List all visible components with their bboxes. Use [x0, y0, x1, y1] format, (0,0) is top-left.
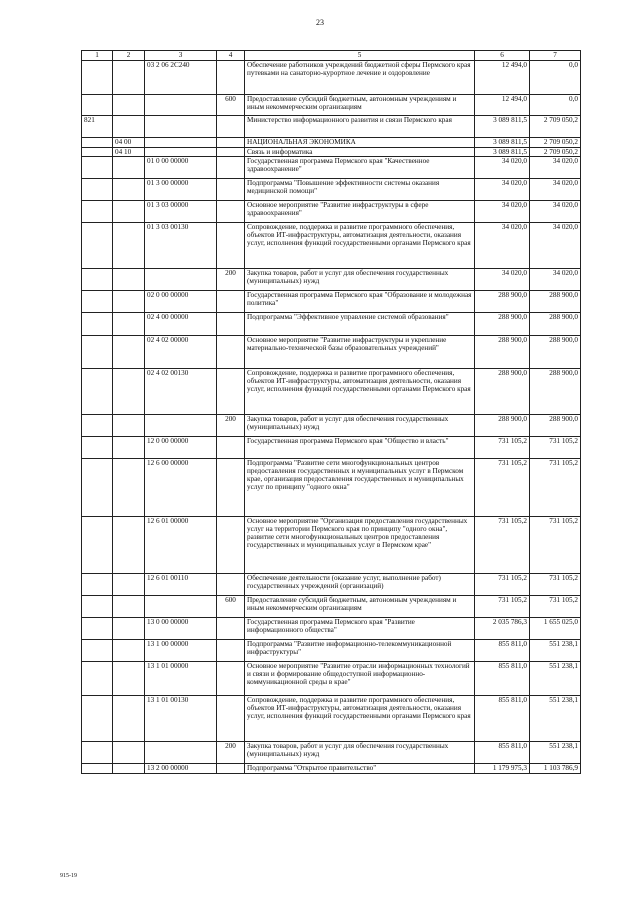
description-cell: Подпрограмма "Эффективное управление системой образования"	[245, 313, 475, 336]
expense-type-cell: 200	[217, 415, 245, 437]
target-article-cell: 12 0 00 00000	[145, 437, 217, 459]
chapter-code-cell	[82, 517, 113, 574]
section-code-cell	[113, 369, 145, 415]
amount-year1-cell: 855 811,0	[475, 640, 530, 662]
section-code-cell	[113, 179, 145, 201]
expense-type-cell: 200	[217, 742, 245, 764]
target-article-cell: 13 2 00 00000	[145, 764, 217, 774]
amount-year1-cell: 288 900,0	[475, 369, 530, 415]
expense-type-cell	[217, 437, 245, 459]
description-cell: Подпрограмма "Развитие информационно-телекоммуникационной инфраструктуры"	[245, 640, 475, 662]
target-article-cell: 13 1 00 00000	[145, 640, 217, 662]
chapter-code-cell	[82, 640, 113, 662]
table-row	[82, 179, 581, 201]
amount-year1-cell: 3 089 811,5	[475, 116, 530, 138]
table-row	[82, 764, 581, 774]
description-cell: Основное мероприятие "Развитие инфраструктуры в сфере здравоохранения"	[245, 201, 475, 223]
amount-year1-cell: 3 089 811,5	[475, 148, 530, 157]
chapter-code-cell	[82, 179, 113, 201]
page-number: 23	[316, 18, 324, 27]
section-code-cell	[113, 640, 145, 662]
expense-type-cell	[217, 369, 245, 415]
amount-year1-cell: 855 811,0	[475, 742, 530, 764]
description-cell: Связь и информатика	[245, 148, 475, 157]
header-cell: 2	[113, 51, 145, 61]
description-cell: Закупка товаров, работ и услуг для обеспечения государственных (муниципальных) нужд	[245, 269, 475, 291]
section-code-cell	[113, 201, 145, 223]
amount-year1-cell: 288 900,0	[475, 291, 530, 313]
expense-type-cell	[217, 223, 245, 269]
table-row	[82, 574, 581, 596]
section-code-cell	[113, 223, 145, 269]
expense-type-cell	[217, 574, 245, 596]
target-article-cell: 12 6 00 00000	[145, 459, 217, 517]
section-code-cell	[113, 95, 145, 116]
target-article-cell: 13 1 01 00000	[145, 662, 217, 696]
amount-year1-cell: 855 811,0	[475, 696, 530, 742]
amount-year1-cell: 731 105,2	[475, 596, 530, 618]
section-code-cell	[113, 596, 145, 618]
amount-year2-cell: 731 105,2	[530, 517, 581, 574]
expense-type-cell	[217, 313, 245, 336]
description-cell: Предоставление субсидий бюджетным, автономным учреждениям и иным некоммерческим организациям	[245, 95, 475, 116]
amount-year2-cell: 551 238,1	[530, 640, 581, 662]
amount-year2-cell: 288 900,0	[530, 369, 581, 415]
amount-year2-cell: 731 105,2	[530, 459, 581, 517]
expense-type-cell	[217, 618, 245, 640]
amount-year1-cell: 288 900,0	[475, 336, 530, 369]
table-row	[82, 269, 581, 291]
amount-year2-cell: 551 238,1	[530, 696, 581, 742]
amount-year1-cell: 1 179 975,3	[475, 764, 530, 774]
amount-year2-cell: 731 105,2	[530, 574, 581, 596]
table-row	[82, 662, 581, 696]
description-cell: Основное мероприятие "Организация предоставления государственных услуг на территории Пермского края по принципу "одного окна", развитие сети многофункциональных центров предоставления государственных и муниципальных услуг в Пермском крае"	[245, 517, 475, 574]
amount-year2-cell: 288 900,0	[530, 336, 581, 369]
table-row	[82, 148, 581, 157]
chapter-code-cell	[82, 662, 113, 696]
chapter-code-cell	[82, 61, 113, 95]
description-cell: Государственная программа Пермского края "Качественное здравоохранение"	[245, 157, 475, 179]
description-cell: Подпрограмма "Повышение эффективности системы оказания медицинской помощи"	[245, 179, 475, 201]
amount-year1-cell: 731 105,2	[475, 517, 530, 574]
amount-year2-cell: 0,0	[530, 95, 581, 116]
target-article-cell: 02 4 02 00000	[145, 336, 217, 369]
amount-year2-cell: 1 103 786,9	[530, 764, 581, 774]
section-code-cell	[113, 313, 145, 336]
target-article-cell	[145, 116, 217, 138]
amount-year2-cell: 0,0	[530, 61, 581, 95]
section-code-cell	[113, 269, 145, 291]
expense-type-cell	[217, 138, 245, 148]
target-article-cell: 01 3 03 00000	[145, 201, 217, 223]
description-cell: Государственная программа Пермского края "Образование и молодежная политика"	[245, 291, 475, 313]
chapter-code-cell	[82, 138, 113, 148]
section-code-cell	[113, 61, 145, 95]
table-row	[82, 157, 581, 179]
expense-type-cell	[217, 148, 245, 157]
section-code-cell	[113, 157, 145, 179]
target-article-cell: 12 6 01 00110	[145, 574, 217, 596]
amount-year1-cell: 34 020,0	[475, 223, 530, 269]
description-cell: Подпрограмма "Развитие сети многофункциональных центров предоставления государственных и муниципальных услуг в Пермском крае, организация предоставления государственных и муниципальных услуг по принципу "одного окна"	[245, 459, 475, 517]
section-code-cell	[113, 459, 145, 517]
table-row	[82, 415, 581, 437]
expense-type-cell	[217, 291, 245, 313]
amount-year2-cell: 34 020,0	[530, 269, 581, 291]
amount-year1-cell: 2 035 786,3	[475, 618, 530, 640]
expense-type-cell	[217, 517, 245, 574]
amount-year1-cell: 731 105,2	[475, 437, 530, 459]
target-article-cell	[145, 742, 217, 764]
expense-type-cell	[217, 336, 245, 369]
amount-year2-cell: 2 709 050,2	[530, 148, 581, 157]
amount-year2-cell: 551 238,1	[530, 742, 581, 764]
target-article-cell	[145, 148, 217, 157]
table-row	[82, 95, 581, 116]
amount-year2-cell: 34 020,0	[530, 223, 581, 269]
section-code-cell	[113, 618, 145, 640]
expense-type-cell	[217, 116, 245, 138]
chapter-code-cell	[82, 269, 113, 291]
section-code-cell	[113, 437, 145, 459]
description-cell: Обеспечение деятельности (оказание услуг, выполнение работ) государственных учреждений (организаций)	[245, 574, 475, 596]
expense-type-cell	[217, 696, 245, 742]
table-row	[82, 517, 581, 574]
section-code-cell: 04 00	[113, 138, 145, 148]
chapter-code-cell	[82, 764, 113, 774]
description-cell: Министерство информационного развития и связи Пермского края	[245, 116, 475, 138]
expense-type-cell	[217, 179, 245, 201]
amount-year1-cell: 731 105,2	[475, 459, 530, 517]
amount-year1-cell: 34 020,0	[475, 201, 530, 223]
description-cell: Основное мероприятие "Развитие инфраструктуры и укрепление материально-технической базы образовательных учреждений"	[245, 336, 475, 369]
expense-type-cell	[217, 61, 245, 95]
header-cell: 1	[82, 51, 113, 61]
chapter-code-cell	[82, 415, 113, 437]
amount-year1-cell: 288 900,0	[475, 313, 530, 336]
amount-year2-cell: 288 900,0	[530, 291, 581, 313]
table-row	[82, 336, 581, 369]
section-code-cell	[113, 116, 145, 138]
amount-year2-cell: 551 238,1	[530, 662, 581, 696]
target-article-cell: 03 2 06 2С240	[145, 61, 217, 95]
expense-type-cell	[217, 640, 245, 662]
description-cell: Сопровождение, поддержка и развитие программного обеспечения, объектов ИТ-инфраструктуры, автоматизация деятельности, оказания услуг, исполнения функций государственными органами Пермского края	[245, 696, 475, 742]
target-article-cell: 13 0 00 00000	[145, 618, 217, 640]
header-cell: 5	[245, 51, 475, 61]
amount-year1-cell: 3 089 811,5	[475, 138, 530, 148]
description-cell: Основное мероприятие "Развитие отрасли информационных технологий и связи и формирование общедоступной информационно-коммуникационной среды в крае"	[245, 662, 475, 696]
description-cell: Закупка товаров, работ и услуг для обеспечения государственных (муниципальных) нужд	[245, 742, 475, 764]
target-article-cell	[145, 269, 217, 291]
description-cell: Закупка товаров, работ и услуг для обеспечения государственных (муниципальных) нужд	[245, 415, 475, 437]
table-row	[82, 116, 581, 138]
header-cell: 7	[530, 51, 581, 61]
chapter-code-cell	[82, 313, 113, 336]
chapter-code-cell	[82, 95, 113, 116]
header-cell: 3	[145, 51, 217, 61]
chapter-code-cell	[82, 437, 113, 459]
amount-year2-cell: 2 709 050,2	[530, 116, 581, 138]
table-row	[82, 369, 581, 415]
chapter-code-cell	[82, 574, 113, 596]
section-code-cell	[113, 764, 145, 774]
amount-year2-cell: 34 020,0	[530, 157, 581, 179]
budget-table	[81, 50, 581, 774]
description-cell: Сопровождение, поддержка и развитие программного обеспечения, объектов ИТ-инфраструктуры, автоматизация деятельности, оказания услуг, исполнения функций государственными органами Пермского края	[245, 369, 475, 415]
amount-year1-cell: 34 020,0	[475, 157, 530, 179]
header-cell: 4	[217, 51, 245, 61]
target-article-cell	[145, 138, 217, 148]
section-code-cell	[113, 574, 145, 596]
header-cell: 6	[475, 51, 530, 61]
amount-year1-cell: 12 494,0	[475, 61, 530, 95]
amount-year1-cell: 288 900,0	[475, 415, 530, 437]
expense-type-cell	[217, 157, 245, 179]
section-code-cell	[113, 415, 145, 437]
chapter-code-cell	[82, 742, 113, 764]
amount-year2-cell: 2 709 050,2	[530, 138, 581, 148]
table-row	[82, 61, 581, 95]
target-article-cell: 02 0 00 00000	[145, 291, 217, 313]
chapter-code-cell	[82, 336, 113, 369]
table-row	[82, 596, 581, 618]
target-article-cell: 02 4 02 00130	[145, 369, 217, 415]
table-row	[82, 313, 581, 336]
chapter-code-cell	[82, 369, 113, 415]
table-row	[82, 742, 581, 764]
target-article-cell: 02 4 00 00000	[145, 313, 217, 336]
target-article-cell: 13 1 01 00130	[145, 696, 217, 742]
description-cell: Государственная программа Пермского края "Общество и власть"	[245, 437, 475, 459]
table-row	[82, 459, 581, 517]
target-article-cell	[145, 415, 217, 437]
table-row	[82, 618, 581, 640]
target-article-cell: 01 3 03 00130	[145, 223, 217, 269]
chapter-code-cell	[82, 201, 113, 223]
table-row	[82, 437, 581, 459]
amount-year1-cell: 731 105,2	[475, 574, 530, 596]
amount-year1-cell: 12 494,0	[475, 95, 530, 116]
section-code-cell	[113, 336, 145, 369]
table-row	[82, 640, 581, 662]
amount-year1-cell: 34 020,0	[475, 269, 530, 291]
expense-type-cell: 200	[217, 269, 245, 291]
chapter-code-cell	[82, 596, 113, 618]
chapter-code-cell	[82, 223, 113, 269]
amount-year2-cell: 731 105,2	[530, 437, 581, 459]
section-code-cell	[113, 291, 145, 313]
description-cell: Подпрограмма "Открытое правительство"	[245, 764, 475, 774]
description-cell: Сопровождение, поддержка и развитие программного обеспечения, объектов ИТ-инфраструктуры, автоматизация деятельности, оказания услуг, исполнения функций государственными органами Пермского края	[245, 223, 475, 269]
section-code-cell: 04 10	[113, 148, 145, 157]
target-article-cell: 12 6 01 00000	[145, 517, 217, 574]
expense-type-cell	[217, 201, 245, 223]
table-row	[82, 138, 581, 148]
description-cell: Предоставление субсидий бюджетным, автономным учреждениям и иным некоммерческим организациям	[245, 596, 475, 618]
expense-type-cell	[217, 459, 245, 517]
target-article-cell: 01 3 00 00000	[145, 179, 217, 201]
chapter-code-cell	[82, 696, 113, 742]
target-article-cell	[145, 95, 217, 116]
description-cell: Обеспечение работников учреждений бюджетной сферы Пермского края путевками на санаторно-курортное лечение и оздоровление	[245, 61, 475, 95]
section-code-cell	[113, 517, 145, 574]
table-row	[82, 223, 581, 269]
amount-year2-cell: 1 655 025,0	[530, 618, 581, 640]
expense-type-cell: 600	[217, 596, 245, 618]
amount-year2-cell: 288 900,0	[530, 313, 581, 336]
footer-code: 915-19	[60, 873, 77, 879]
table-row	[82, 696, 581, 742]
target-article-cell: 01 0 00 00000	[145, 157, 217, 179]
target-article-cell	[145, 596, 217, 618]
amount-year1-cell: 34 020,0	[475, 179, 530, 201]
table-header-row	[82, 51, 581, 61]
description-cell: Государственная программа Пермского края "Развитие информационного общества"	[245, 618, 475, 640]
description-cell: НАЦИОНАЛЬНАЯ ЭКОНОМИКА	[245, 138, 475, 148]
amount-year2-cell: 34 020,0	[530, 201, 581, 223]
amount-year1-cell: 855 811,0	[475, 662, 530, 696]
chapter-code-cell	[82, 618, 113, 640]
chapter-code-cell: 821	[82, 116, 113, 138]
section-code-cell	[113, 662, 145, 696]
section-code-cell	[113, 742, 145, 764]
amount-year2-cell: 731 105,2	[530, 596, 581, 618]
table-row	[82, 291, 581, 313]
chapter-code-cell	[82, 291, 113, 313]
expense-type-cell	[217, 764, 245, 774]
table-row	[82, 201, 581, 223]
expense-type-cell	[217, 662, 245, 696]
chapter-code-cell	[82, 459, 113, 517]
amount-year2-cell: 34 020,0	[530, 179, 581, 201]
expense-type-cell: 600	[217, 95, 245, 116]
amount-year2-cell: 288 900,0	[530, 415, 581, 437]
section-code-cell	[113, 696, 145, 742]
chapter-code-cell	[82, 157, 113, 179]
chapter-code-cell	[82, 148, 113, 157]
